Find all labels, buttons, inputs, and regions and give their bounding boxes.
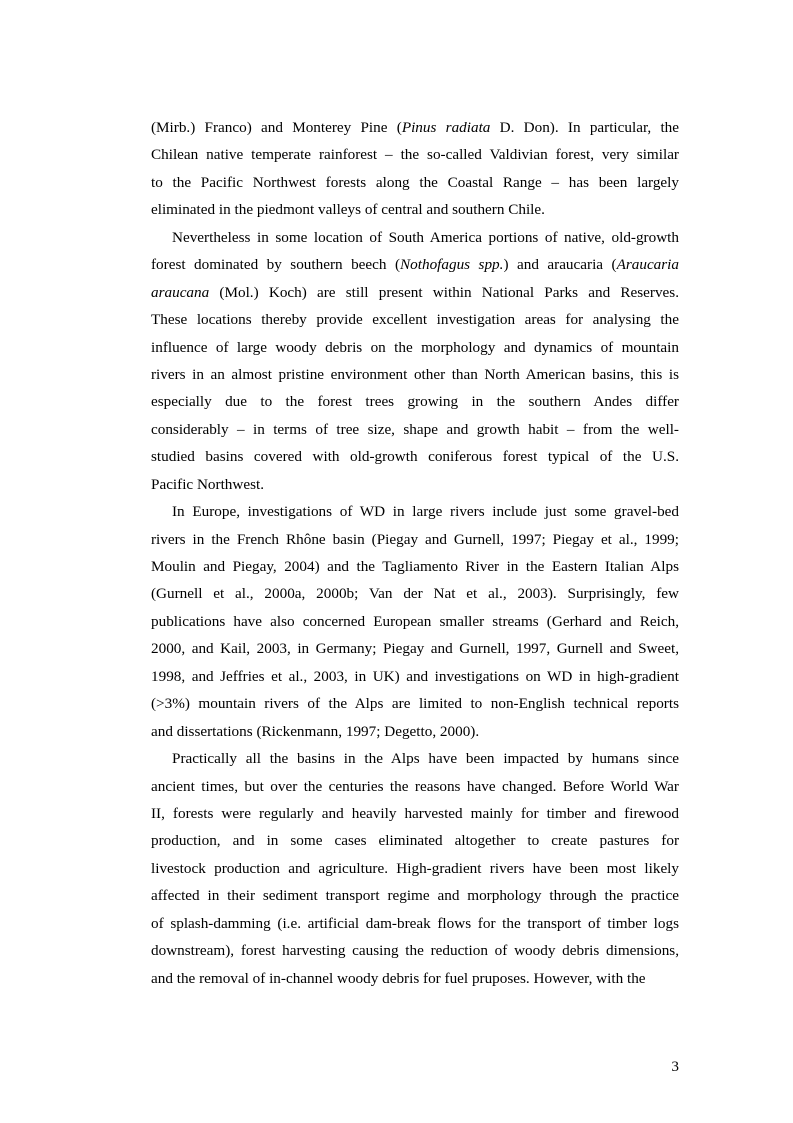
text-line [151, 745, 679, 772]
text-segment: Pacific Northwest. [151, 475, 265, 493]
text-segment: influence of large woody debris on the morphology and dynamics of mountain [151, 338, 679, 356]
text-segment: (>3%) mountain rivers of the Alps are limited to non-English technical reports [151, 695, 679, 713]
text-segment: (Gurnell et al., 2000a, 2000b; Van der Nat et al., 2003). Surprisingly, few [151, 585, 679, 603]
text-segment: Moulin and Piegay, 2004) and the Tagliamento River in the Eastern Italian Alps [151, 558, 679, 575]
text-line [151, 526, 679, 553]
text-line [151, 773, 679, 800]
text-line [151, 141, 679, 168]
text-line [151, 251, 679, 278]
body-text [151, 114, 679, 992]
text-line [151, 334, 679, 361]
text-line [151, 718, 679, 745]
text-segment: II, forests were regularly and heavily harvested mainly for timber and firewood [151, 804, 679, 822]
italic-text: araucana [151, 283, 210, 301]
text-line [151, 800, 679, 827]
text-segment: Practically all the basins in the Alps have been impacted by humans since [172, 750, 679, 768]
text-line [151, 279, 679, 306]
text-segment: studied basins covered with old-growth coniferous forest typical of the U.S. [151, 448, 679, 466]
text-line [151, 635, 679, 662]
text-line [151, 937, 679, 964]
text-line [151, 827, 679, 854]
text-segment: downstream), forest harvesting causing the reduction of woody debris dimensions, [151, 942, 679, 960]
text-segment: and dissertations (Rickenmann, 1997; Degetto, 2000). [151, 722, 480, 740]
text-segment: and the removal of in-channel woody debris for fuel pruposes. However, with the [151, 969, 646, 987]
text-line [151, 361, 679, 388]
text-line [151, 471, 679, 498]
text-segment: Chilean native temperate rainforest – the so-called Valdivian forest, very similar [151, 146, 679, 164]
italic-text: Nothofagus spp. [400, 256, 504, 274]
text-segment: to the Pacific Northwest forests along the Coastal Range – has been largely [151, 173, 679, 191]
text-line [151, 114, 679, 141]
text-segment: Nevertheless in some location of South America portions of native, old-growth [172, 228, 679, 246]
text-segment: 2000, and Kail, 2003, in Germany; Piegay and Gurnell, 1997, Gurnell and Sweet, [151, 640, 679, 658]
text-segment: ) and araucaria ( [503, 256, 617, 274]
text-segment: eliminated in the piedmont valleys of central and southern Chile. [151, 201, 545, 219]
text-segment: rivers in the French Rhône basin (Piegay and Gurnell, 1997; Piegay et al., 1999; [151, 530, 679, 548]
text-line [151, 498, 679, 525]
text-line [151, 169, 679, 196]
text-segment: These locations thereby provide excellent investigation areas for analysing the [151, 311, 679, 329]
text-line [151, 196, 679, 223]
text-line [151, 965, 679, 992]
italic-text: Pinus radiata [401, 119, 491, 136]
text-segment: D. Don). In particular, the [490, 119, 679, 136]
text-segment: rivers in an almost pristine environment other than North American basins, this is [151, 365, 679, 383]
text-line [151, 416, 679, 443]
text-segment: especially due to the forest trees growing in the southern Andes differ [151, 393, 679, 411]
text-line [151, 910, 679, 937]
text-line [151, 882, 679, 909]
text-line [151, 608, 679, 635]
text-segment: forest dominated by southern beech ( [151, 256, 401, 274]
text-line [151, 553, 679, 580]
text-segment: (Mirb.) Franco) and Monterey Pine ( [151, 119, 402, 136]
italic-text: Araucaria [616, 256, 679, 274]
text-segment: In Europe, investigations of WD in large rivers include just some gravel-bed [172, 503, 679, 521]
page-number: 3 [671, 1058, 679, 1075]
text-segment: 1998, and Jeffries et al., 2003, in UK) and investigations on WD in high-gradient [151, 667, 679, 685]
text-line [151, 306, 679, 333]
text-segment: of splash-damming (i.e. artificial dam-break flows for the transport of timber logs [151, 914, 679, 932]
text-line [151, 224, 679, 251]
text-line [151, 388, 679, 415]
text-segment: ancient times, but over the centuries the reasons have changed. Before World War [151, 777, 679, 795]
text-line [151, 580, 679, 607]
text-segment: livestock production and agriculture. High-gradient rivers have been most likely [151, 859, 679, 877]
text-line [151, 855, 679, 882]
text-segment: publications have also concerned European smaller streams (Gerhard and Reich, [151, 612, 679, 630]
text-line [151, 443, 679, 470]
text-segment: affected in their sediment transport regime and morphology through the practice [151, 887, 679, 905]
text-segment: production, and in some cases eliminated altogether to create pastures for [151, 832, 679, 850]
text-segment: considerably – in terms of tree size, shape and growth habit – from the well- [151, 420, 679, 438]
text-line [151, 663, 679, 690]
text-line [151, 690, 679, 717]
text-segment: (Mol.) Koch) are still present within National Parks and Reserves. [209, 283, 679, 301]
